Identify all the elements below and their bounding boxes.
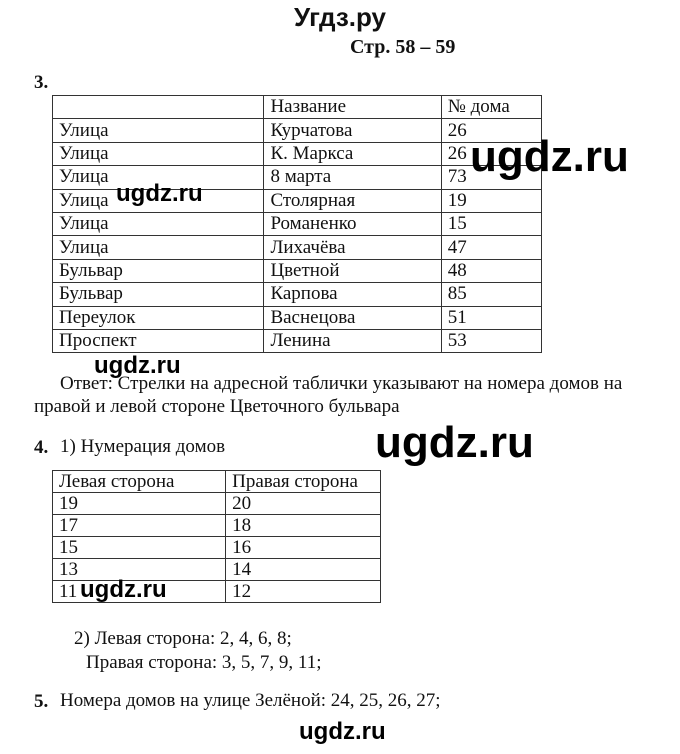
- table-cell: Проспект: [53, 329, 264, 352]
- table-cell: № дома: [441, 96, 541, 119]
- table-cell: 48: [441, 259, 541, 282]
- table-cell: Название: [264, 96, 441, 119]
- task-5-number: 5.: [34, 691, 49, 712]
- table-cell: [53, 96, 264, 119]
- table-row: [53, 515, 381, 537]
- table-cell: Бульвар: [53, 259, 264, 282]
- table-cell: 15: [441, 212, 541, 235]
- task-4-part2-left: 2) Левая сторона: 2, 4, 6, 8;: [74, 628, 292, 649]
- table-cell: 19: [53, 493, 226, 515]
- table-cell: 11: [53, 581, 226, 603]
- table-cell: Карпова: [264, 283, 441, 306]
- table-cell: 8 марта: [264, 166, 441, 189]
- table-cell: 20: [226, 493, 381, 515]
- table-cell: Улица: [53, 119, 264, 142]
- table-cell: Столярная: [264, 189, 441, 212]
- watermark: ugdz.ru: [299, 718, 386, 745]
- table-header-row: [53, 96, 542, 119]
- table-row: [53, 493, 381, 515]
- answer-line-1: Ответ: Стрелки на адресной таблички указывают на номера домов на: [60, 373, 623, 394]
- table-cell: 12: [226, 581, 381, 603]
- table-row: [53, 329, 542, 352]
- watermark: ugdz.ru: [80, 576, 167, 603]
- task-4-number: 4.: [34, 437, 49, 458]
- table-cell: 19: [441, 189, 541, 212]
- table-cell: 15: [53, 537, 226, 559]
- page-range: Стр. 58 – 59: [350, 36, 456, 58]
- streets-table: [52, 95, 542, 353]
- table-cell: Лихачёва: [264, 236, 441, 259]
- table-cell: Цветной: [264, 259, 441, 282]
- answer-line-2: правой и левой стороне Цветочного бульвара: [34, 396, 400, 417]
- table-cell: Ленина: [264, 329, 441, 352]
- table-row: [53, 259, 542, 282]
- site-title: Угдз.ру: [294, 2, 386, 32]
- table-cell: 17: [53, 515, 226, 537]
- table-cell: 16: [226, 537, 381, 559]
- table-header-row: [53, 471, 381, 493]
- task-3-number: 3.: [34, 72, 49, 93]
- watermark: ugdz.ru: [375, 418, 534, 467]
- table-cell: Улица: [53, 212, 264, 235]
- table-row: [53, 142, 542, 165]
- table-cell: 26: [441, 142, 541, 165]
- table-cell: 85: [441, 283, 541, 306]
- watermark: ugdz.ru: [470, 132, 629, 181]
- table-cell: Бульвар: [53, 283, 264, 306]
- table-cell: Улица: [53, 142, 264, 165]
- table-cell: Курчатова: [264, 119, 441, 142]
- task-5-text: Номера домов на улице Зелёной: 24, 25, 26, 27;: [60, 690, 441, 711]
- table-row: [53, 283, 542, 306]
- table-cell: 26: [441, 119, 541, 142]
- table-cell: Улица: [53, 166, 264, 189]
- task-4-part1: 1) Нумерация домов: [60, 436, 226, 457]
- table-cell: Левая сторона: [53, 471, 226, 493]
- table-cell: 53: [441, 329, 541, 352]
- table-cell: Васнецова: [264, 306, 441, 329]
- table-row: [53, 236, 542, 259]
- watermark: ugdz.ru: [94, 352, 181, 379]
- table-cell: Улица: [53, 236, 264, 259]
- table-cell: 51: [441, 306, 541, 329]
- table-row: [53, 119, 542, 142]
- table-cell: Переулок: [53, 306, 264, 329]
- table-cell: 73: [441, 166, 541, 189]
- table-cell: Улица: [53, 189, 264, 212]
- table-row: [53, 212, 542, 235]
- table-cell: 18: [226, 515, 381, 537]
- table-cell: Романенко: [264, 212, 441, 235]
- table-row: [53, 537, 381, 559]
- watermark: ugdz.ru: [116, 180, 203, 207]
- table-cell: 14: [226, 559, 381, 581]
- table-cell: 47: [441, 236, 541, 259]
- table-row: [53, 306, 542, 329]
- table-cell: К. Маркса: [264, 142, 441, 165]
- table-cell: 13: [53, 559, 226, 581]
- task-4-part2-right: Правая сторона: 3, 5, 7, 9, 11;: [86, 652, 322, 673]
- table-cell: Правая сторона: [226, 471, 381, 493]
